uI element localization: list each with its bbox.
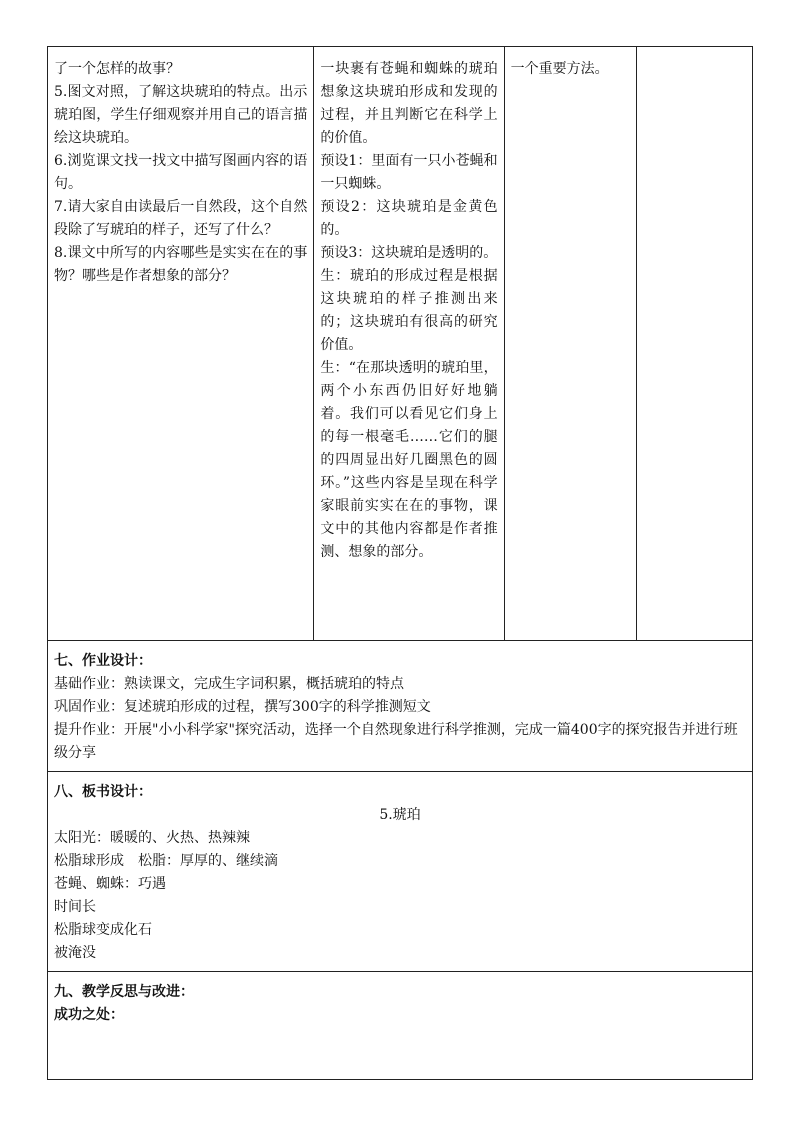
board-line: 太阳光：暖暖的、火热、热辣辣 (54, 830, 250, 846)
reflection-row (48, 972, 753, 1080)
student-activity-cell (314, 47, 504, 641)
student-activity-line: 一块裹有苍蝇和蜘蛛的琥珀想象这块琥珀形成和发现的过程，并且判断它在科学上的价值。 (320, 61, 498, 146)
board-line: 被淹没 (54, 945, 96, 961)
homework-section (48, 641, 753, 772)
board-line: 松脂球形成 松脂：厚厚的、继续滴 (54, 853, 278, 869)
board-line: 松脂球变成化石 (54, 922, 152, 938)
board-design-row (48, 772, 753, 972)
reflection-section (48, 972, 753, 1080)
reflection-heading: 九、教学反思与改进： (54, 984, 194, 1000)
lesson-plan-page (47, 46, 753, 1080)
teacher-activity-line: 5.图文对照，了解这块琥珀的特点。出示琥珀图，学生仔细观察并用自己的语言描绘这块琥珀。 (54, 84, 308, 146)
teacher-activity-line: 7.请大家自由读最后一自然段，这个自然段除了写琥珀的样子，还写了什么？ (54, 199, 308, 238)
homework-line: 巩固作业：复述琥珀形成的过程，撰写300字的科学推测短文 (54, 699, 431, 715)
student-activity-line: 预设1：里面有一只小苍蝇和一只蜘蛛。 (320, 153, 498, 192)
teacher-activity-cell (48, 47, 314, 641)
student-activity-line: 生：琥珀的形成过程是根据这块琥珀的样子推测出来的；这块琥珀有很高的研究价值。 (320, 268, 498, 353)
teacher-activity-line: 8.课文中所写的内容哪些是实实在在的事物？哪些是作者想象的部分？ (54, 245, 308, 284)
homework-heading: 七、作业设计： (54, 653, 152, 669)
homework-line: 基础作业：熟读课文，完成生字词积累，概括琥珀的特点 (54, 676, 404, 692)
notes-cell (636, 47, 752, 641)
homework-row (48, 641, 753, 772)
board-line: 苍蝇、蜘蛛：巧遇 (54, 876, 166, 892)
student-activity-line: 预设3：这块琥珀是透明的。 (320, 245, 498, 261)
board-design-section (48, 772, 753, 972)
board-heading: 八、板书设计： (54, 784, 152, 800)
design-intent-cell (504, 47, 636, 641)
student-activity-line: 预设2：这块琥珀是金黄色的。 (320, 199, 498, 238)
board-line: 时间长 (54, 899, 96, 915)
teacher-activity-line: 了一个怎样的故事？ (54, 61, 180, 77)
design-intent-line: 一个重要方法。 (510, 61, 609, 77)
reflection-subheading: 成功之处： (54, 1007, 124, 1023)
board-title: 5.琥珀 (379, 807, 421, 823)
homework-line: 提升作业：开展"小小科学家"探究活动，选择一个自然现象进行科学推测，完成一篇400字的探究报告并进行班级分享 (54, 722, 738, 761)
teaching-process-row (48, 47, 753, 641)
teacher-activity-line: 6.浏览课文找一找文中描写图画内容的语句。 (54, 153, 308, 192)
student-activity-line: 生：“在那块透明的琥珀里，两个小东西仍旧好好地躺着。我们可以看见它们身上的每一根毫毛……它们的腿的四周显出好几圈黑色的圆环。”这些内容是呈现在科学家眼前实实在在的事物，课文中的其他内容都是作者推测、想象的部分。 (320, 360, 498, 560)
lesson-plan-table (47, 46, 753, 1080)
